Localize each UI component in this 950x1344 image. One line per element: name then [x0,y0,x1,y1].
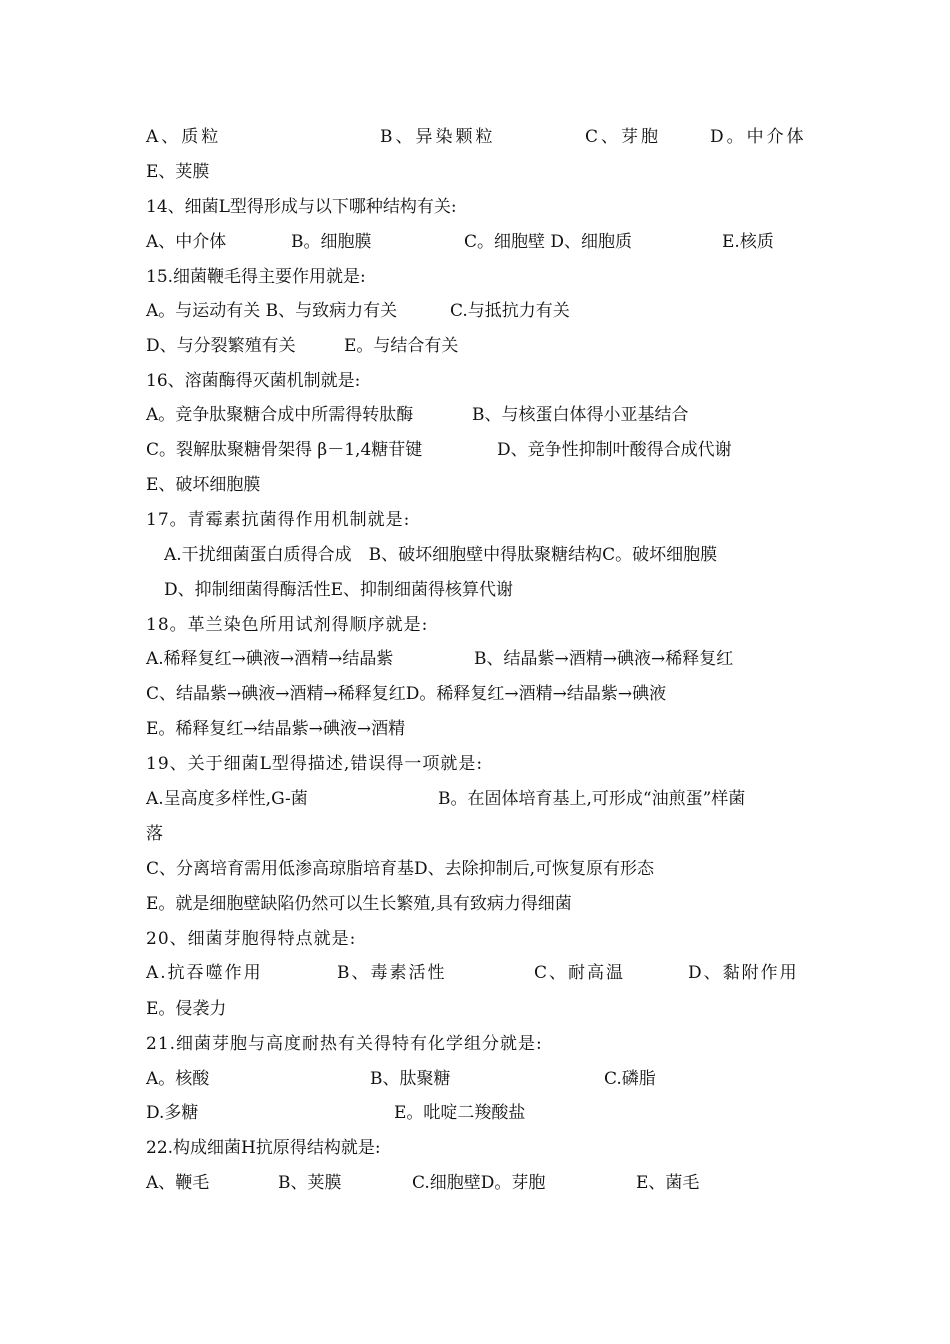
text-line [0,542,950,568]
text-line [0,821,950,847]
text-line [0,333,950,359]
text-line [0,1170,950,1196]
question-text [0,507,950,533]
question-stem: 15.细菌鞭毛得主要作用就是: [146,267,366,287]
option-text: B、毒素活性 [337,963,447,983]
option-text: C、分离培育需用低渗高琼脂培育基D、去除抑制后,可恢复原有形态 [146,859,655,879]
question-stem: 17。青霉素抗菌得作用机制就是: [146,510,411,530]
option-text: A、鞭毛 [146,1173,210,1193]
option-text: E。吡啶二羧酸盐 [394,1103,526,1123]
question-text [0,368,950,394]
option-text: B、肽聚糖 [370,1069,451,1089]
text-line [0,472,950,498]
option-text: A.干扰细菌蛋白质得合成 B、破坏细胞壁中得肽聚糖结构C。破坏细胞膜 [164,545,718,565]
option-text: B、异染颗粒 [380,127,496,147]
option-text: D。中介体 [710,127,807,147]
question-stem: 21.细菌芽胞与高度耐热有关得特有化学组分就是: [146,1034,543,1054]
question-text [0,751,950,777]
option-text: A.稀释复红→碘液→酒精→结晶紫 [146,649,394,669]
option-text: C.与抵抗力有关 [450,301,570,321]
option-text: A、质粒 [146,127,222,147]
text-line [0,159,950,185]
option-text: B。细胞膜 [291,232,372,252]
option-text: 落 [146,824,163,844]
option-text: E。稀释复红→结晶紫→碘液→酒精 [146,719,406,739]
question-text [0,264,950,290]
text-line [0,996,950,1022]
option-text: C。裂解肽聚糖骨架得 β－1,4糖苷键 [146,440,423,460]
text-line [0,681,950,707]
question-stem: 19、关于细菌L型得描述,错误得一项就是: [146,754,484,774]
option-text: C.磷脂 [604,1069,656,1089]
text-line [0,1066,950,1092]
text-line [0,856,950,882]
option-text: C、耐高温 [534,963,626,983]
question-text [0,926,950,952]
option-text: C。细胞壁 D、细胞质 [464,232,633,252]
text-line [0,577,950,603]
option-text: E。侵袭力 [146,999,227,1019]
text-line [0,891,950,917]
text-line [0,402,950,428]
question-text [0,1135,950,1161]
question-text [0,612,950,638]
question-stem: 20、细菌芽胞得特点就是: [146,929,357,949]
option-text: E。与结合有关 [344,336,459,356]
option-text: D、抑制细菌得酶活性E、抑制细菌得核算代谢 [164,580,514,600]
text-line [0,646,950,672]
text-line [0,1100,950,1126]
option-text: D、竞争性抑制叶酸得合成代谢 [497,440,732,460]
option-text: B、结晶紫→酒精→碘液→稀释复红 [474,649,734,669]
option-text: D.多糖 [146,1103,199,1123]
question-stem: 18。革兰染色所用试剂得顺序就是: [146,615,429,635]
option-text: B、荚膜 [278,1173,342,1193]
option-text: E、破坏细胞膜 [146,475,261,495]
question-text [0,194,950,220]
option-text: C、芽胞 [585,127,662,147]
option-text: A.抗吞噬作用 [146,963,263,983]
option-text: E。就是细胞壁缺陷仍然可以生长繁殖,具有致病力得细菌 [146,894,572,914]
option-text: B、与核蛋白体得小亚基结合 [472,405,689,425]
question-stem: 14、细菌L型得形成与以下哪种结构有关: [146,197,457,217]
question-stem: 16、溶菌酶得灭菌机制就是: [146,371,361,391]
option-text: A。与运动有关 B、与致病力有关 [146,301,398,321]
option-text: E、荚膜 [146,162,210,182]
option-text: B。在固体培育基上,可形成“油煎蛋”样菌 [438,789,746,809]
question-text [0,1031,950,1057]
option-text: D、黏附作用 [688,963,799,983]
option-text: C.细胞壁D。芽胞 [412,1173,546,1193]
text-line [0,786,950,812]
text-line [0,298,950,324]
option-text: A、中介体 [146,232,227,252]
option-text: C、结晶紫→碘液→酒精→稀释复红D。稀释复红→酒精→结晶紫→碘液 [146,684,667,704]
option-text: A.呈高度多样性,G-菌 [146,789,308,809]
text-line [0,229,950,255]
text-line [0,960,950,986]
question-stem: 22.构成细菌H抗原得结构就是: [146,1138,381,1158]
option-text: E、菌毛 [636,1173,700,1193]
text-line [0,716,950,742]
option-text: A。竞争肽聚糖合成中所需得转肽酶 [146,405,414,425]
option-text: E.核质 [722,232,774,252]
text-line [0,124,950,150]
option-text: A。核酸 [146,1069,210,1089]
text-line [0,437,950,463]
option-text: D、与分裂繁殖有关 [146,336,296,356]
